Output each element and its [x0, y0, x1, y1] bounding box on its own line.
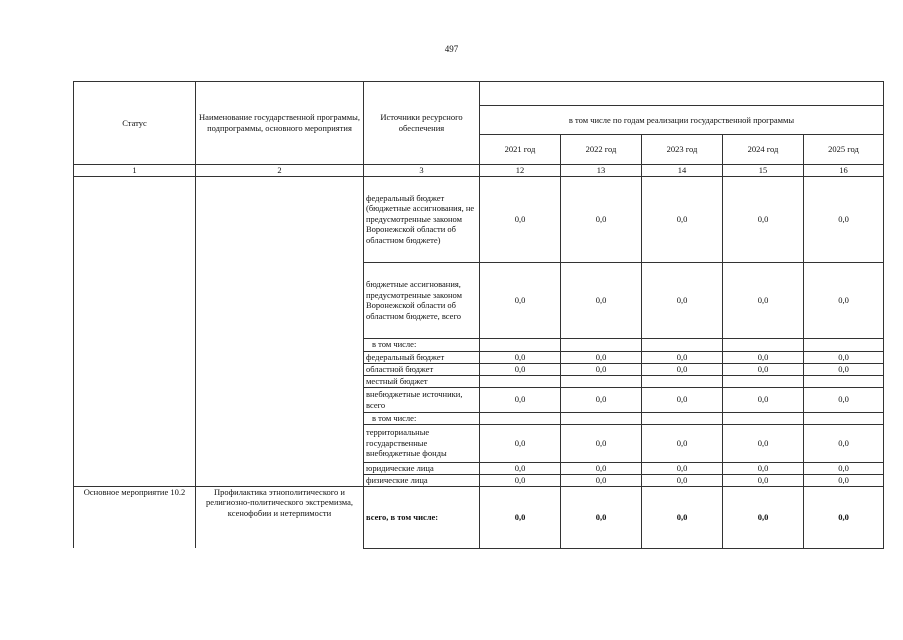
column-number: 12 — [480, 165, 561, 177]
value-cell: 0,0 — [642, 486, 723, 548]
value-cell: 0,0 — [642, 262, 723, 338]
value-cell: 0,0 — [480, 351, 561, 363]
source-cell: федеральный бюджет (бюджетные ассигнования, не предусмотренные законом Воронежской области об областном бюджете) — [364, 176, 480, 262]
value-cell: 0,0 — [561, 387, 642, 412]
value-cell: 0,0 — [804, 176, 884, 262]
value-cell — [561, 338, 642, 351]
value-cell: 0,0 — [804, 462, 884, 474]
budget-table — [73, 81, 884, 549]
table-row — [74, 176, 884, 262]
value-cell: 0,0 — [723, 351, 804, 363]
value-cell: 0,0 — [723, 387, 804, 412]
value-cell: 0,0 — [804, 387, 884, 412]
value-cell: 0,0 — [480, 474, 561, 486]
value-cell — [642, 375, 723, 387]
value-cell: 0,0 — [480, 424, 561, 462]
year-header: 2025 год — [804, 135, 884, 165]
value-cell: 0,0 — [480, 176, 561, 262]
value-cell — [480, 338, 561, 351]
source-cell: бюджетные ассигнования, предусмотренные законом Воронежской области об областном бюджете, всего — [364, 262, 480, 338]
main-activity-row — [74, 486, 884, 548]
value-cell: 0,0 — [642, 176, 723, 262]
value-cell: 0,0 — [561, 486, 642, 548]
status-cell-empty — [74, 176, 196, 486]
name-cell-empty — [196, 176, 364, 486]
page-number: 497 — [444, 44, 459, 54]
value-cell: 0,0 — [642, 387, 723, 412]
value-cell: 0,0 — [561, 176, 642, 262]
value-cell: 0,0 — [723, 262, 804, 338]
column-number: 13 — [561, 165, 642, 177]
value-cell — [723, 338, 804, 351]
header-sources: Источники ресурсного обеспечения — [364, 82, 480, 165]
value-cell: 0,0 — [804, 474, 884, 486]
status-cell: Основное мероприятие 10.2 — [74, 486, 196, 548]
header-name: Наименование государственной программы, подпрограммы, основного мероприятия — [196, 82, 364, 165]
value-cell — [561, 412, 642, 424]
source-cell: местный бюджет — [364, 375, 480, 387]
value-cell: 0,0 — [561, 424, 642, 462]
value-cell: 0,0 — [723, 486, 804, 548]
value-cell: 0,0 — [723, 424, 804, 462]
year-header: 2024 год — [723, 135, 804, 165]
value-cell: 0,0 — [642, 363, 723, 375]
year-header: 2022 год — [561, 135, 642, 165]
value-cell: 0,0 — [642, 474, 723, 486]
value-cell: 0,0 — [642, 351, 723, 363]
value-cell — [804, 338, 884, 351]
value-cell: 0,0 — [480, 486, 561, 548]
value-cell — [723, 412, 804, 424]
value-cell — [480, 375, 561, 387]
name-cell: Профилактика этнополитического и религиозно-политического экстремизма, ксенофобии и нетерпимости — [196, 486, 364, 548]
source-cell: физические лица — [364, 474, 480, 486]
source-cell: областной бюджет — [364, 363, 480, 375]
column-numbers-row — [74, 165, 884, 177]
source-cell: юридические лица — [364, 462, 480, 474]
value-cell — [723, 375, 804, 387]
source-cell: внебюджетные источники, всего — [364, 387, 480, 412]
value-cell: 0,0 — [480, 262, 561, 338]
value-cell — [561, 375, 642, 387]
header-row — [74, 82, 884, 106]
value-cell: 0,0 — [561, 462, 642, 474]
column-number: 1 — [74, 165, 196, 177]
year-header: 2021 год — [480, 135, 561, 165]
value-cell: 0,0 — [723, 363, 804, 375]
value-cell — [642, 338, 723, 351]
value-cell — [804, 375, 884, 387]
value-cell: 0,0 — [561, 474, 642, 486]
header-years-group: в том числе по годам реализации государственной программы — [480, 106, 884, 135]
value-cell: 0,0 — [723, 474, 804, 486]
value-cell: 0,0 — [561, 262, 642, 338]
value-cell: 0,0 — [480, 363, 561, 375]
source-cell: в том числе: — [364, 412, 480, 424]
value-cell: 0,0 — [642, 462, 723, 474]
source-cell: в том числе: — [364, 338, 480, 351]
value-cell: 0,0 — [642, 424, 723, 462]
value-cell — [804, 412, 884, 424]
value-cell: 0,0 — [561, 351, 642, 363]
column-number: 3 — [364, 165, 480, 177]
value-cell: 0,0 — [804, 351, 884, 363]
value-cell: 0,0 — [480, 462, 561, 474]
value-cell: 0,0 — [804, 486, 884, 548]
value-cell — [642, 412, 723, 424]
column-number: 2 — [196, 165, 364, 177]
column-number: 14 — [642, 165, 723, 177]
source-cell: федеральный бюджет — [364, 351, 480, 363]
source-cell: всего, в том числе: — [364, 486, 480, 548]
value-cell: 0,0 — [561, 363, 642, 375]
value-cell: 0,0 — [804, 424, 884, 462]
year-header: 2023 год — [642, 135, 723, 165]
value-cell: 0,0 — [723, 462, 804, 474]
value-cell — [480, 412, 561, 424]
column-number: 15 — [723, 165, 804, 177]
column-number: 16 — [804, 165, 884, 177]
value-cell: 0,0 — [723, 176, 804, 262]
value-cell: 0,0 — [804, 262, 884, 338]
header-blank — [480, 82, 884, 106]
header-status: Статус — [74, 82, 196, 165]
value-cell: 0,0 — [480, 387, 561, 412]
source-cell: территориальные государственные внебюджетные фонды — [364, 424, 480, 462]
value-cell: 0,0 — [804, 363, 884, 375]
